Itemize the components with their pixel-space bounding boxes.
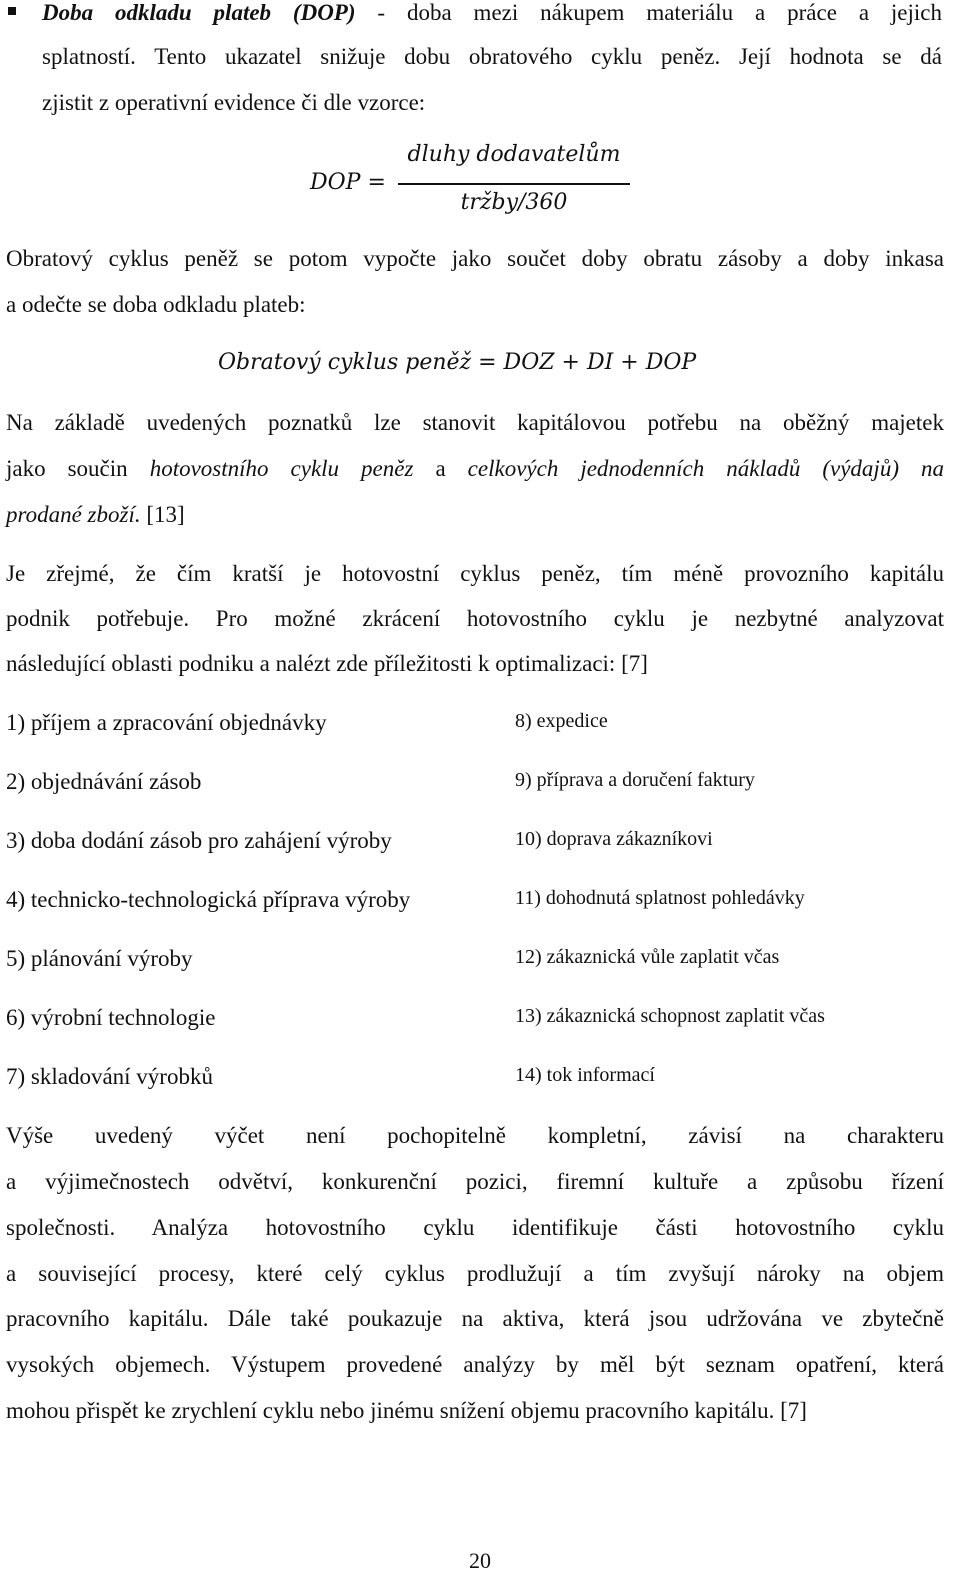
p5-line-6: vysokých objemech. Výstupem provedené analýzy by měl být seznam opatření, která (6, 1352, 944, 1377)
list-item: 5) plánování výroby (6, 946, 193, 971)
list-item: 10) doprava zákazníkovi (515, 828, 713, 850)
list-item: 7) skladování výrobků (6, 1064, 213, 1089)
term-dop: Doba odkladu plateb (DOP) (42, 0, 356, 25)
p5-line-3: společnosti. Analýza hotovostního cyklu identifikuje části hotovostního cyklu (6, 1215, 944, 1240)
p2-line-1: Obratový cyklus peněž se potom vypočte jako součet doby obratu zásoby a doby inkasa (6, 246, 944, 271)
p3-line-1: Na základě uvedených poznatků lze stanovit kapitálovou potřebu na oběžný majetek (6, 410, 944, 435)
list-item: 3) doba dodání zásob pro zahájení výroby (6, 828, 392, 853)
formula-dop-numerator: dluhy dodavatelům (407, 142, 621, 167)
p5-line-7: mohou přispět ke zrychlení cyklu nebo jinému snížení objemu pracovního kapitálu. [7] (6, 1398, 807, 1423)
p3-line-2: jako součin hotovostního cyklu peněz a celkových jednodenních nákladů (výdajů) na (6, 456, 944, 481)
p5-line-4: a související procesy, které celý cyklus prodlužují a tím zvyšují nároky na objem (6, 1261, 944, 1286)
p4-line-1: Je zřejmé, že čím kratší je hotovostní cyklus peněz, tím méně provozního kapitálu (6, 561, 944, 586)
p1-line-3: zjistit z operativní evidence či dle vzorce: (42, 90, 426, 115)
p1-line-1: Doba odkladu plateb (DOP) - doba mezi nákupem materiálu a práce a jejich (42, 0, 942, 25)
list-item: 11) dohodnutá splatnost pohledávky (515, 887, 805, 909)
formula-cash-cycle: Obratový cyklus peněž = DOZ + DI + DOP (218, 350, 697, 375)
p3-line-3: prodané zboží. [13] (6, 502, 185, 527)
list-item: 12) zákaznická vůle zaplatit včas (515, 946, 780, 968)
formula-dop-lhs: DOP = (310, 170, 386, 195)
list-item: 14) tok informací (515, 1064, 655, 1086)
list-item: 6) výrobní technologie (6, 1005, 216, 1030)
p5-line-1: Výše uvedený výčet není pochopitelně kompletní, závisí na charakteru (6, 1123, 944, 1148)
list-item: 8) expedice (515, 710, 608, 732)
p4-line-2: podnik potřebuje. Pro možné zkrácení hotovostního cyklu je nezbytné analyzovat (6, 606, 944, 631)
page-number: 20 (469, 1548, 491, 1573)
fraction-bar (398, 183, 630, 185)
list-item: 2) objednávání zásob (6, 769, 202, 794)
p5-line-5: pracovního kapitálu. Dále také poukazuje na aktiva, která jsou udržována ve zbytečně (6, 1306, 944, 1331)
square-bullet-icon (8, 7, 16, 15)
formula-dop (310, 142, 640, 222)
formula-dop-denominator: tržby/360 (460, 190, 568, 215)
p1-line-2: splatností. Tento ukazatel snižuje dobu obratového cyklu peněz. Její hodnota se dá (42, 44, 942, 69)
list-item: 9) příprava a doručení faktury (515, 769, 755, 791)
list-item: 13) zákaznická schopnost zaplatit včas (515, 1005, 825, 1027)
p4-line-3: následující oblasti podniku a nalézt zde příležitosti k optimalizaci: [7] (6, 651, 648, 676)
p5-line-2: a výjimečnostech odvětví, konkurenční pozici, firemní kultuře a způsobu řízení (6, 1169, 944, 1194)
p2-line-2: a odečte se doba odkladu plateb: (6, 292, 306, 317)
list-item: 1) příjem a zpracování objednávky (6, 710, 327, 735)
list-item: 4) technicko-technologická příprava výroby (6, 887, 411, 912)
